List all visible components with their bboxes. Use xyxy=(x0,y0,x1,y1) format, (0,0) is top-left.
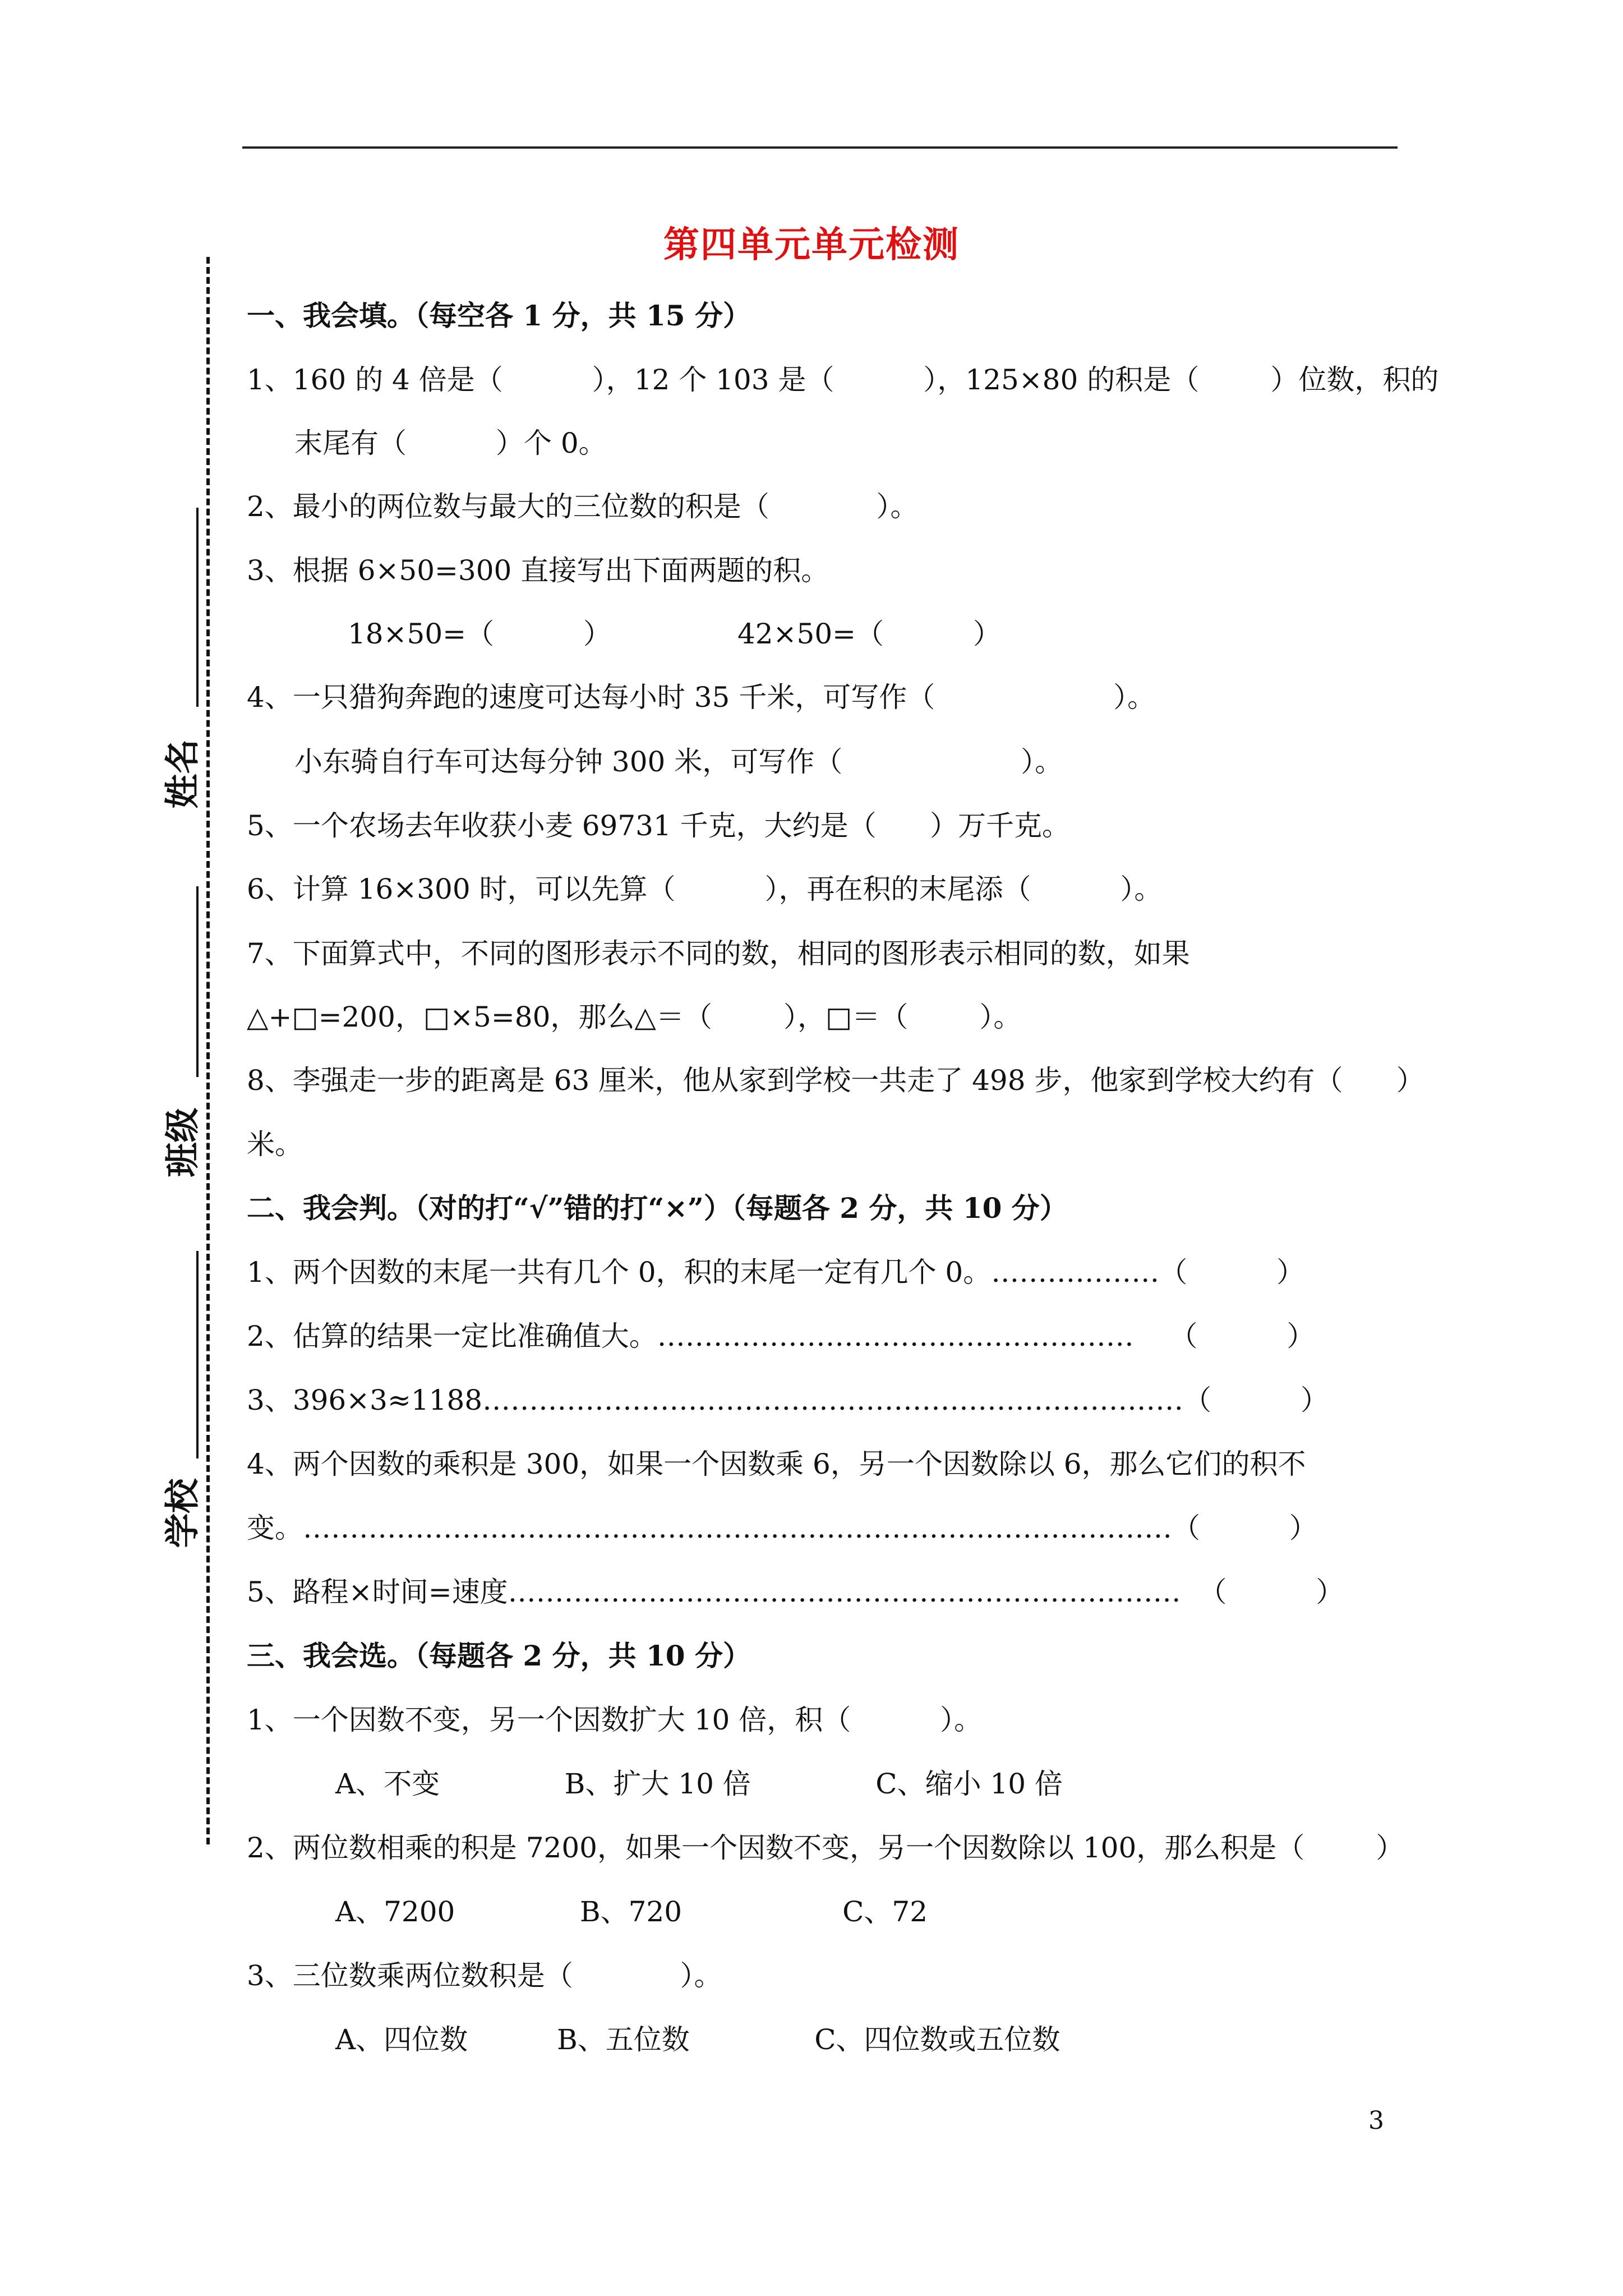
s1-question-6: 6、计算 16×300 时，可以先算（ ），再在积的末尾添（ ）。 xyxy=(247,873,1163,905)
s2-question-5: 5、路程×时间=速度……………………………………………………………… （ ） xyxy=(247,1576,1344,1608)
page-title: 第四单元单元检测 xyxy=(663,224,960,266)
s1-question-3b: 42×50=（ ） xyxy=(737,618,1001,650)
s3-question-2-options: A、7200 B、720 C、72 xyxy=(335,1895,928,1928)
s2-question-4b: 变。…………………………………………………………………………………（ ） xyxy=(247,1512,1317,1544)
class-blank-line xyxy=(196,886,199,1077)
s1-question-8b: 米。 xyxy=(247,1128,303,1161)
school-blank-line xyxy=(196,1251,199,1458)
s1-question-2: 2、最小的两位数与最大的三位数的积是（ ）。 xyxy=(247,490,919,523)
top-rule xyxy=(242,146,1398,149)
section1-heading: 一、我会填。（每空各 1 分，共 15 分） xyxy=(247,299,751,332)
s1-question-4b: 小东骑自行车可达每分钟 300 米，可写作（ ）。 xyxy=(294,746,1063,778)
class-label: 班级 xyxy=(162,1107,203,1177)
s2-question-3: 3、396×3≈1188…………………………………………………………………（ ） xyxy=(247,1384,1329,1416)
s1-question-3a: 18×50=（ ） xyxy=(348,618,611,650)
s1-question-1a: 1、160 的 4 倍是（ ），12 个 103 是（ ），125×80 的积是（ ）位数，积的 xyxy=(247,364,1439,396)
section3-heading: 三、我会选。（每题各 2 分，共 10 分） xyxy=(247,1639,751,1672)
page-number: 3 xyxy=(1368,2106,1384,2135)
s3-question-3: 3、三位数乘两位数积是（ ）。 xyxy=(247,1959,722,1992)
binding-dashed-line xyxy=(206,257,210,1844)
s1-question-7b: △+□=200，□×5=80，那么△＝（ ），□＝（ ）。 xyxy=(247,1001,1022,1033)
s3-question-2: 2、两位数相乘的积是 7200，如果一个因数不变，另一个因数除以 100，那么积是（ ） xyxy=(247,1832,1404,1864)
s2-question-2: 2、估算的结果一定比准确值大。…………………………………………… （ ） xyxy=(247,1320,1315,1352)
s2-question-1: 1、两个因数的末尾一共有几个 0，积的末尾一定有几个 0。………………（ ） xyxy=(247,1256,1305,1289)
s1-question-7a: 7、下面算式中，不同的图形表示不同的数，相同的图形表示相同的数，如果 xyxy=(247,937,1190,970)
name-blank-line xyxy=(196,508,199,707)
s3-question-3-options: A、四位数 B、五位数 C、四位数或五位数 xyxy=(335,2023,1061,2056)
s1-question-4a: 4、一只猎狗奔跑的速度可达每小时 35 千米，可写作（ ）。 xyxy=(247,681,1156,714)
s3-question-1: 1、一个因数不变，另一个因数扩大 10 倍，积（ ）。 xyxy=(247,1704,983,1736)
s3-question-1-options: A、不变 B、扩大 10 倍 C、缩小 10 倍 xyxy=(335,1768,1063,1800)
s1-question-3: 3、根据 6×50=300 直接写出下面两题的积。 xyxy=(247,554,829,587)
section2-heading: 二、我会判。（对的打“√”错的打“×”）（每题各 2 分，共 10 分） xyxy=(247,1191,1068,1225)
s1-question-1b: 末尾有（ ）个 0。 xyxy=(294,427,607,459)
s1-question-8a: 8、李强走一步的距离是 63 厘米，他从家到学校一共走了 498 步，他家到学校大约有（ ） xyxy=(247,1064,1424,1097)
name-label: 姓名 xyxy=(162,739,203,809)
s2-question-4a: 4、两个因数的乘积是 300，如果一个因数乘 6，另一个因数除以 6，那么它们的积不 xyxy=(247,1448,1306,1480)
school-label: 学校 xyxy=(162,1478,203,1548)
s1-question-5: 5、一个农场去年收获小麦 69731 千克，大约是（ ）万千克。 xyxy=(247,809,1071,842)
